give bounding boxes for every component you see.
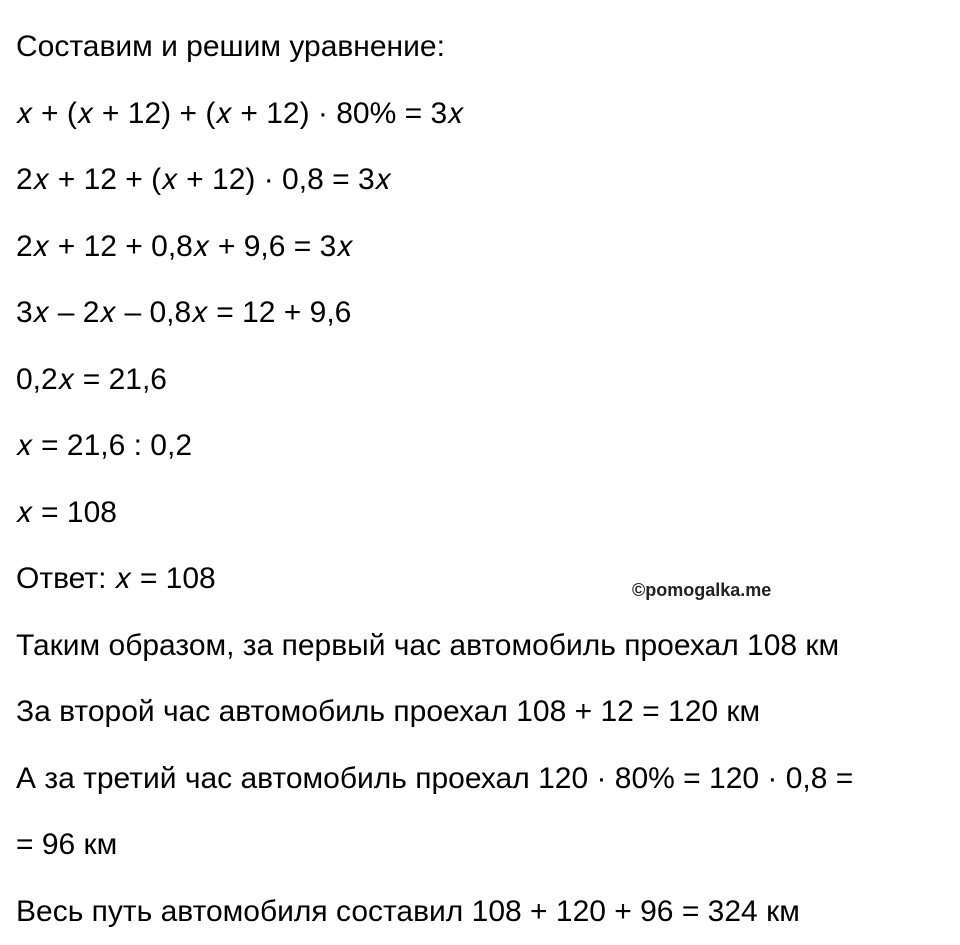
solution-text — [16, 14, 946, 945]
watermark-text: ©pomogalka.me — [632, 580, 771, 601]
equation-line-2: 2𝑥 + 12 + (𝑥 + 12) · 0,8 = 3𝑥 — [16, 147, 946, 214]
second-hour-line: За второй час автомобиль проехал 108 + 12 = 120 км — [16, 679, 946, 746]
intro-line: Составим и решим уравнение: — [16, 14, 946, 81]
equation-line-7: 𝑥 = 108 — [16, 480, 946, 547]
equation-line-5: 0,2𝑥 = 21,6 — [16, 347, 946, 414]
total-distance-line: Весь путь автомобиля составил 108 + 120 + 96 = 324 км — [16, 879, 946, 945]
equation-line-1: 𝑥 + (𝑥 + 12) + (𝑥 + 12) · 80% = 3𝑥 — [16, 81, 946, 148]
first-hour-line: Таким образом, за первый час автомобиль проехал 108 км — [16, 613, 946, 680]
third-hour-result-line: = 96 км — [16, 812, 946, 879]
equation-line-3: 2𝑥 + 12 + 0,8𝑥 + 9,6 = 3𝑥 — [16, 214, 946, 281]
third-hour-line: А за третий час автомобиль проехал 120 · 80% = 120 · 0,8 = — [16, 746, 946, 813]
equation-line-6: 𝑥 = 21,6 : 0,2 — [16, 413, 946, 480]
equation-line-4: 3𝑥 – 2𝑥 – 0,8𝑥 = 12 + 9,6 — [16, 280, 946, 347]
answer-line: Ответ: 𝑥 = 108 — [16, 546, 946, 613]
